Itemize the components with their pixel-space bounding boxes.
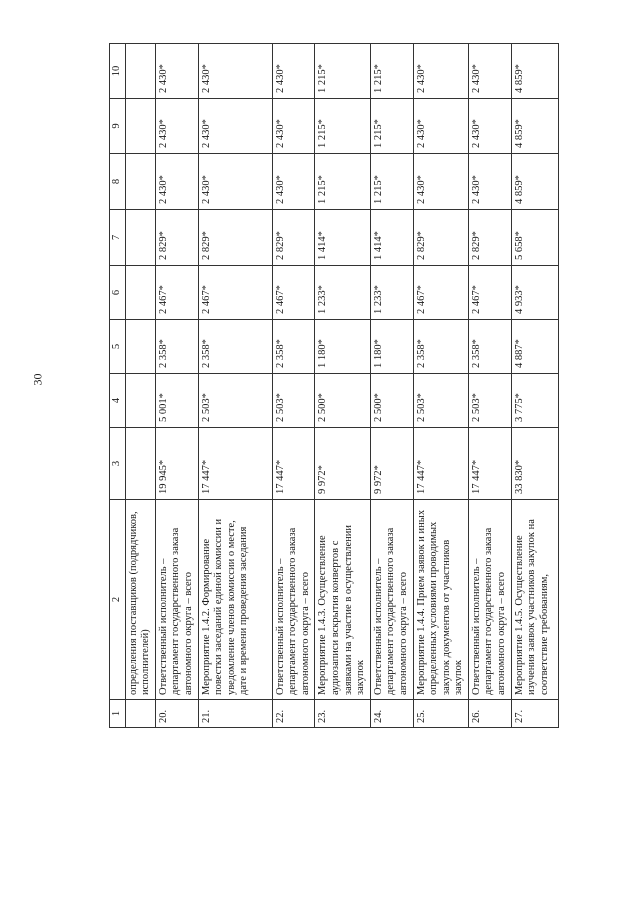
rotated-table-container [109,44,550,728]
row-index: 23. [315,700,370,728]
value-cell [125,99,155,154]
value-cell: 1 233* [315,266,370,320]
value-cell: 2 503* [198,374,272,428]
value-cell: 5 001* [155,374,198,428]
value-cell: 1 215* [315,99,370,154]
table-row [155,44,198,728]
value-cell [125,154,155,210]
value-cell: 2 467* [468,266,511,320]
row-index: 25. [413,700,468,728]
value-cell: 2 358* [468,320,511,374]
value-cell: 1 215* [370,154,413,210]
value-cell: 1 180* [315,320,370,374]
row-description: Мероприятие 1.4.2. Формирование повестки заседаний единой комиссии и уведомление членов комиссии о месте, дате и времени проведения заседания [198,500,272,700]
value-cell: 19 945* [155,428,198,500]
row-description: Мероприятие 1.4.4. Прием заявок и иных определенных условиями проводимых закупок документов от участников закупок [413,500,468,700]
value-cell: 2 430* [155,154,198,210]
value-cell: 4 933* [511,266,558,320]
table-row [370,44,413,728]
value-cell: 17 447* [272,428,315,500]
row-description: Ответственный исполнитель – департамент государственного заказа автономного округа – всего [155,500,198,700]
value-cell: 1 414* [315,210,370,266]
table-row [125,44,155,728]
value-cell: 2 430* [413,99,468,154]
value-cell: 2 358* [198,320,272,374]
value-cell: 2 503* [468,374,511,428]
value-cell: 17 447* [198,428,272,500]
value-cell: 17 447* [413,428,468,500]
value-cell: 2 467* [198,266,272,320]
value-cell: 1 233* [370,266,413,320]
value-cell [125,44,155,99]
value-cell: 1 215* [370,99,413,154]
value-cell: 9 972* [370,428,413,500]
row-index: 26. [468,700,511,728]
budget-table [109,43,559,728]
value-cell: 2 430* [155,99,198,154]
value-cell: 2 430* [272,44,315,99]
header-cell: 1 [110,700,126,728]
value-cell: 2 829* [155,210,198,266]
table-row [468,44,511,728]
value-cell [125,320,155,374]
value-cell: 2 467* [272,266,315,320]
value-cell: 17 447* [468,428,511,500]
value-cell: 2 430* [468,44,511,99]
value-cell: 2 430* [198,44,272,99]
page-number: 30 [30,373,45,386]
table-row [315,44,370,728]
header-cell: 7 [110,210,126,266]
row-description: Ответственный исполнитель – департамент государственного заказа автономного округа – всего [468,500,511,700]
value-cell: 2 503* [413,374,468,428]
row-index: 24. [370,700,413,728]
value-cell: 1 180* [370,320,413,374]
value-cell: 9 972* [315,428,370,500]
value-cell: 2 467* [413,266,468,320]
value-cell: 3 775* [511,374,558,428]
value-cell: 2 500* [370,374,413,428]
value-cell: 4 859* [511,99,558,154]
value-cell: 1 215* [315,44,370,99]
value-cell: 4 859* [511,44,558,99]
value-cell: 1 215* [370,44,413,99]
header-row [110,44,126,728]
value-cell [125,374,155,428]
value-cell: 2 829* [198,210,272,266]
value-cell: 2 358* [272,320,315,374]
row-index: 22. [272,700,315,728]
value-cell: 2 503* [272,374,315,428]
row-index [125,700,155,728]
value-cell: 4 887* [511,320,558,374]
header-cell: 4 [110,374,126,428]
value-cell: 2 358* [413,320,468,374]
table-row [272,44,315,728]
value-cell: 2 430* [413,44,468,99]
value-cell: 1 414* [370,210,413,266]
row-index: 20. [155,700,198,728]
value-cell: 2 430* [413,154,468,210]
row-index: 27. [511,700,558,728]
table-row [413,44,468,728]
value-cell: 2 358* [155,320,198,374]
value-cell: 2 829* [272,210,315,266]
row-index: 21. [198,700,272,728]
row-description: Ответственный исполнитель – департамент государственного заказа автономного округа – всего [370,500,413,700]
value-cell: 33 830* [511,428,558,500]
table-row [198,44,272,728]
value-cell [125,266,155,320]
row-description: определения поставщиков (подрядчиков, исполнителей) [125,500,155,700]
header-cell: 3 [110,428,126,500]
header-cell: 9 [110,99,126,154]
row-description: Мероприятие 1.4.3. Осуществление аудиозаписи вскрытия конвертов с заявками на участие в осуществлении закупок [315,500,370,700]
value-cell: 2 430* [468,99,511,154]
value-cell: 2 430* [155,44,198,99]
value-cell: 2 430* [198,99,272,154]
value-cell: 2 500* [315,374,370,428]
value-cell: 2 430* [272,99,315,154]
value-cell: 1 215* [315,154,370,210]
row-description: Мероприятие 1.4.5. Осуществление изучения заявок участников закупок на соответствие требованиям, [511,500,558,700]
table-row [511,44,558,728]
value-cell: 2 829* [468,210,511,266]
value-cell [125,210,155,266]
row-description: Ответственный исполнитель – департамент государственного заказа автономного округа – всего [272,500,315,700]
value-cell: 2 829* [413,210,468,266]
header-cell: 6 [110,266,126,320]
header-cell: 10 [110,44,126,99]
value-cell: 4 859* [511,154,558,210]
header-cell: 8 [110,154,126,210]
header-cell: 2 [110,500,126,700]
value-cell: 2 467* [155,266,198,320]
value-cell: 2 430* [272,154,315,210]
value-cell: 5 658* [511,210,558,266]
value-cell [125,428,155,500]
value-cell: 2 430* [198,154,272,210]
header-cell: 5 [110,320,126,374]
value-cell: 2 430* [468,154,511,210]
